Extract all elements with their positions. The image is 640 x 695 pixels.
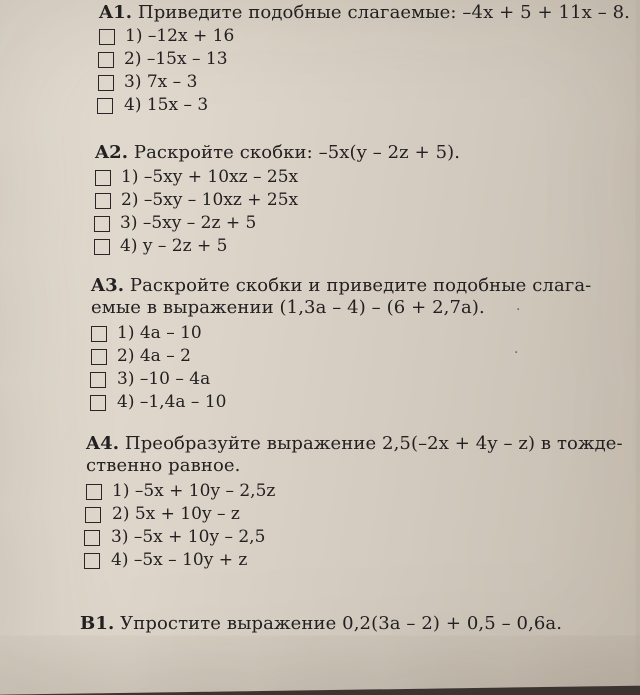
answer-checkbox[interactable]: [91, 326, 107, 342]
answer-checkbox[interactable]: [90, 395, 106, 411]
task-a4-heading: [0, 434, 640, 476]
task-a2-options: [0, 166, 640, 258]
answer-checkbox[interactable]: [90, 372, 106, 388]
task-a2-option-4[interactable]: [0, 235, 640, 258]
task-a4-option-1[interactable]: [0, 480, 640, 503]
task-a1-options: [0, 25, 640, 117]
task-a1-text: Приведите подобные слагаемые: –4x + 5 + 11x – 8.: [137, 2, 630, 23]
option-label: 4) 15x – 3: [124, 95, 209, 115]
option-label: 1) –5x + 10y – 2,5z: [112, 481, 276, 501]
task-a3-number: A3.: [91, 275, 125, 296]
task-a4-option-4[interactable]: [0, 549, 640, 572]
task-a3-options: [0, 322, 640, 414]
option-label: 2) –15x – 13: [124, 49, 228, 69]
answer-checkbox[interactable]: [94, 216, 110, 232]
task-a4-text-continued: ственно равное.: [86, 455, 241, 476]
answer-checkbox[interactable]: [84, 530, 100, 546]
task-a3-text-continued: емые в выражении (1,3a – 4) – (6 + 2,7a).: [91, 297, 485, 318]
task-a3-text: Раскройте скобки и приведите подобные слага-: [129, 275, 592, 296]
option-label: 2) 5x + 10y – z: [112, 504, 240, 524]
task-a3-option-4[interactable]: [0, 391, 640, 414]
pencil-dot: ·: [516, 302, 521, 318]
task-a1-option-4[interactable]: [0, 94, 640, 117]
option-label: 3) –5x + 10y – 2,5: [111, 527, 266, 547]
task-b1: [0, 614, 640, 634]
task-a3-option-1[interactable]: [0, 322, 640, 345]
task-a3-option-3[interactable]: [0, 368, 640, 391]
task-a1-option-1[interactable]: [0, 25, 640, 48]
task-a3: [0, 276, 640, 414]
task-b1-text: Упростите выражение 0,2(3a – 2) + 0,5 – 0,6a.: [120, 613, 563, 634]
task-a4: [0, 434, 640, 572]
task-a1: [0, 3, 640, 117]
answer-checkbox[interactable]: [94, 239, 110, 255]
option-label: 3) 7x – 3: [124, 72, 198, 92]
task-a4-option-3[interactable]: [0, 526, 640, 549]
option-label: 3) –10 – 4a: [117, 369, 211, 389]
option-label: 2) 4a – 2: [117, 346, 191, 366]
pencil-dot: ·: [514, 345, 519, 361]
answer-checkbox[interactable]: [98, 75, 114, 91]
task-a4-option-2[interactable]: [0, 503, 640, 526]
option-label: 4) y – 2z + 5: [120, 236, 228, 256]
answer-checkbox[interactable]: [91, 349, 107, 365]
task-a1-option-2[interactable]: [0, 48, 640, 71]
task-a2: [0, 143, 640, 258]
task-a3-option-2[interactable]: [0, 345, 640, 368]
task-b1-number: B1.: [80, 613, 115, 634]
task-a2-heading: [0, 143, 640, 163]
answer-checkbox[interactable]: [85, 507, 101, 523]
task-a2-option-3[interactable]: [0, 212, 640, 235]
task-a1-option-3[interactable]: [0, 71, 640, 94]
task-a2-text: Раскройте скобки: –5x(y – 2z + 5).: [133, 142, 461, 163]
task-a1-heading: [0, 3, 640, 23]
task-a2-option-2[interactable]: [0, 189, 640, 212]
answer-checkbox[interactable]: [98, 52, 114, 68]
task-a4-options: [0, 480, 640, 572]
option-label: 2) –5xy – 10xz + 25x: [121, 190, 299, 210]
answer-checkbox[interactable]: [99, 29, 115, 45]
task-a3-heading: [0, 276, 640, 318]
option-label: 3) –5xy – 2z + 5: [120, 213, 257, 233]
task-a1-number: A1.: [99, 2, 133, 23]
task-a4-text: Преобразуйте выражение 2,5(–2x + 4y – z) в тожде-: [124, 433, 623, 454]
answer-checkbox[interactable]: [86, 484, 102, 500]
answer-checkbox[interactable]: [84, 553, 100, 569]
task-a2-option-1[interactable]: [0, 166, 640, 189]
answer-checkbox[interactable]: [97, 98, 113, 114]
option-label: 4) –5x – 10y + z: [111, 550, 248, 570]
option-label: 1) –12x + 16: [125, 26, 235, 46]
option-label: 1) –5xy + 10xz – 25x: [121, 167, 299, 187]
answer-checkbox[interactable]: [95, 170, 111, 186]
task-a2-number: A2.: [95, 142, 129, 163]
answer-checkbox[interactable]: [95, 193, 111, 209]
task-b1-heading: [0, 614, 640, 634]
option-label: 4) –1,4a – 10: [117, 392, 227, 412]
task-a4-number: A4.: [86, 433, 120, 454]
option-label: 1) 4a – 10: [117, 323, 202, 343]
